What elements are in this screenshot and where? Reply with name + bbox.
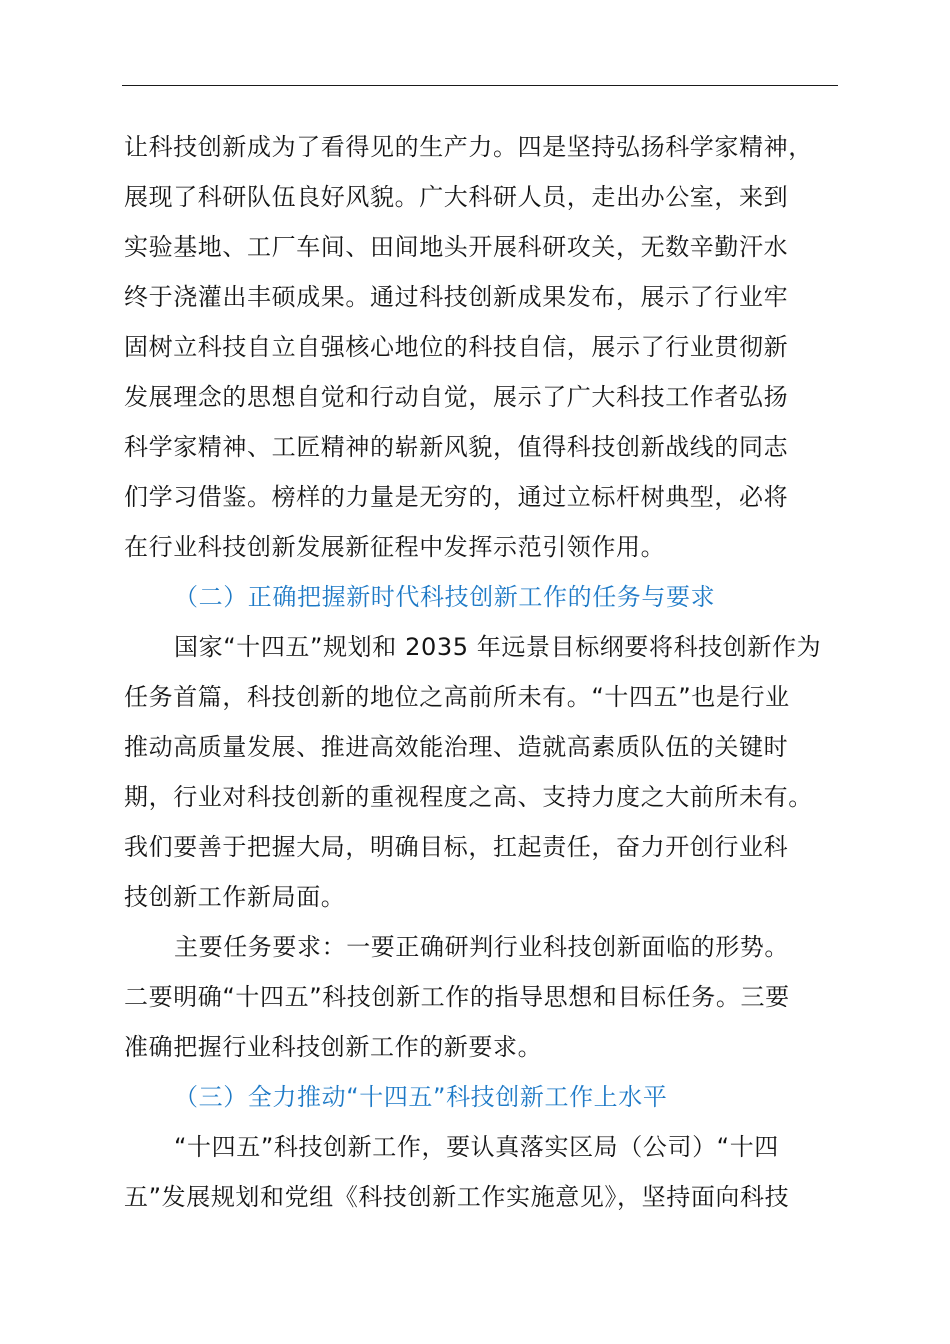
text-line: “十四五”科技创新工作，要认真落实区局（公司）“十四 xyxy=(174,1133,779,1161)
text-line: 我们要善于把握大局，明确目标，扛起责任，奋力开创行业科 xyxy=(124,833,789,861)
paragraph-3 xyxy=(124,922,844,1072)
paragraph-4 xyxy=(124,1122,844,1222)
text-line: 固树立科技自立自强核心地位的科技自信，展示了行业贯彻新 xyxy=(124,333,789,361)
text-line: 展现了科研队伍良好风貌。广大科研人员，走出办公室，来到 xyxy=(124,183,789,211)
text-line: 期，行业对科技创新的重视程度之高、支持力度之大前所未有。 xyxy=(124,783,813,811)
text-line: 国家“十四五”规划和 2035 年远景目标纲要将科技创新作为 xyxy=(174,633,822,661)
text-line: 推动高质量发展、推进高效能治理、造就高素质队伍的关键时 xyxy=(124,733,789,761)
text-line: 科学家精神、工匠精神的崭新风貌，值得科技创新战线的同志 xyxy=(124,433,789,461)
text-line: 们学习借鉴。榜样的力量是无穷的，通过立标杆树典型，必将 xyxy=(124,483,789,511)
section-heading-3: （三）全力推动“十四五”科技创新工作上水平 xyxy=(174,1083,668,1111)
text-line: 发展理念的思想自觉和行动自觉，展示了广大科技工作者弘扬 xyxy=(124,383,789,411)
text-line: 准确把握行业科技创新工作的新要求。 xyxy=(124,1033,543,1061)
text-line: 终于浇灌出丰硕成果。通过科技创新成果发布，展示了行业牢 xyxy=(124,283,789,311)
paragraph-1 xyxy=(124,122,844,572)
text-line: 五”发展规划和党组《科技创新工作实施意见》，坚持面向科技 xyxy=(124,1183,790,1211)
body-text xyxy=(124,122,844,1222)
section-heading-2: （二）正确把握新时代科技创新工作的任务与要求 xyxy=(174,583,716,611)
text-line: 主要任务要求：一要正确研判行业科技创新面临的形势。 xyxy=(174,933,789,961)
header-rule xyxy=(122,85,838,86)
text-line: 二要明确“十四五”科技创新工作的指导思想和目标任务。三要 xyxy=(124,983,790,1011)
text-line: 让科技创新成为了看得见的生产力。四是坚持弘扬科学家精神， xyxy=(124,133,813,161)
text-line: 技创新工作新局面。 xyxy=(124,883,346,911)
text-line: 在行业科技创新发展新征程中发挥示范引领作用。 xyxy=(124,533,666,561)
paragraph-2 xyxy=(124,622,844,922)
text-line: 实验基地、工厂车间、田间地头开展科研攻关，无数辛勤汗水 xyxy=(124,233,789,261)
text-line: 任务首篇，科技创新的地位之高前所未有。“十四五”也是行业 xyxy=(124,683,790,711)
